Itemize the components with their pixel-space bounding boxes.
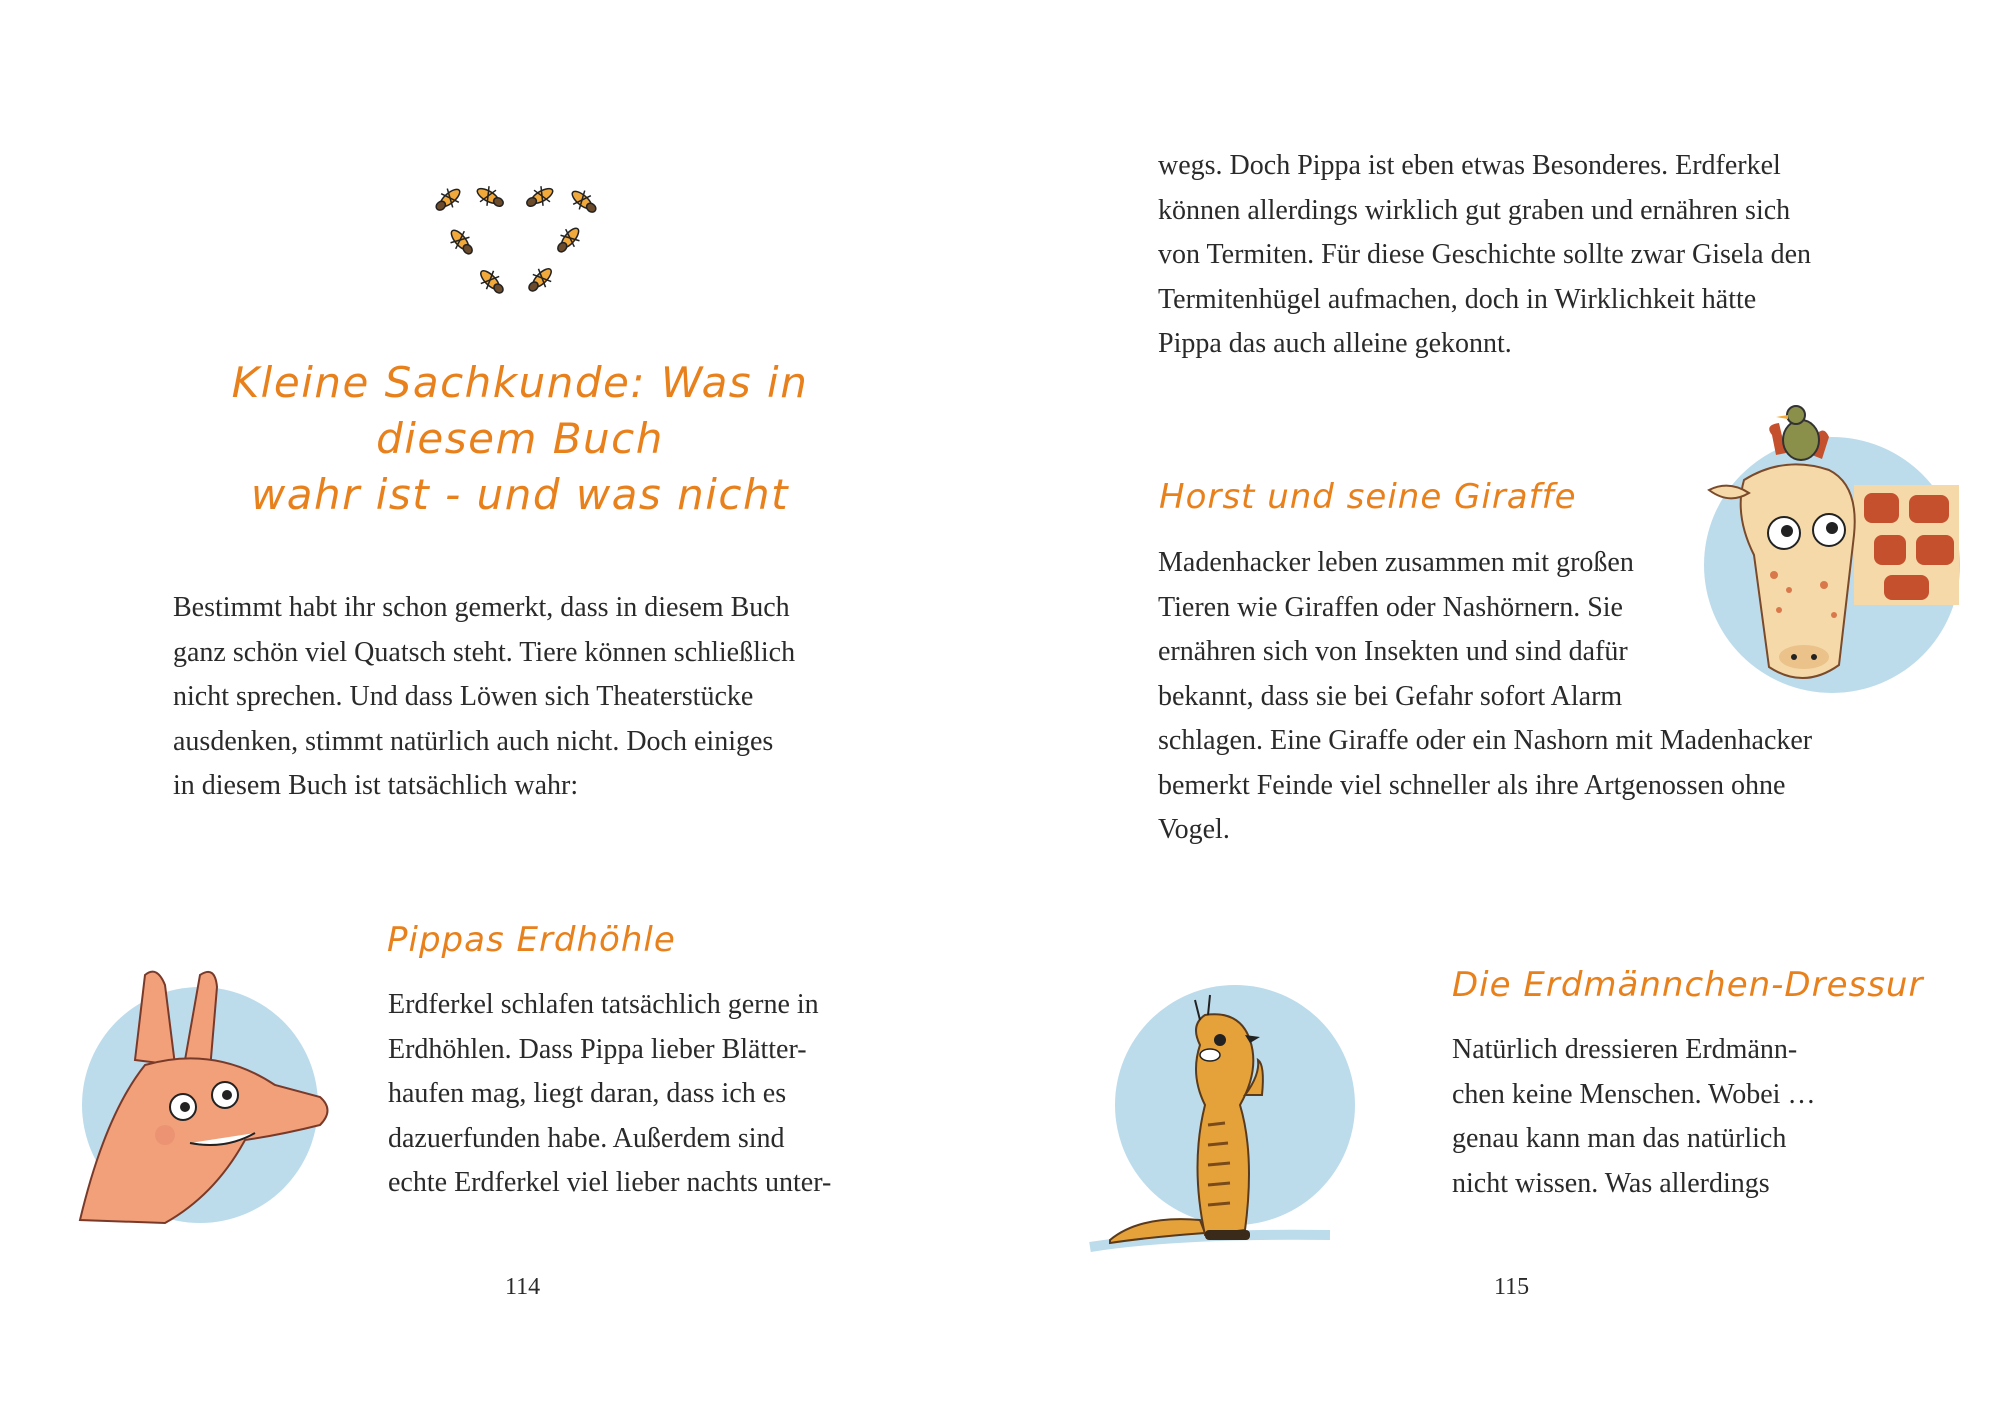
- intro-line: Bestimmt habt ihr schon gemerkt, dass in diesem Buch: [173, 592, 790, 623]
- intro-line: nicht sprechen. Und dass Löwen sich Theaterstücke: [173, 681, 754, 712]
- section3-line: chen keine Menschen. Wobei …: [1452, 1078, 1816, 1110]
- continuation-line: Termitenhügel aufmachen, doch in Wirklichkeit hätte: [1158, 283, 1757, 315]
- intro-line: ausdenken, stimmt natürlich auch nicht. Doch einiges: [173, 725, 774, 757]
- intro-line: ganz schön viel Quatsch steht. Tiere können schließlich: [173, 636, 796, 668]
- page-number: 115: [1494, 1274, 1530, 1300]
- section2-line: bekannt, dass sie bei Gefahr sofort Alarm: [1158, 680, 1623, 712]
- meerkat-illustration: [1080, 985, 1340, 1260]
- section2-line: schlagen. Eine Giraffe oder ein Nashorn mit Madenhacker: [1158, 725, 1813, 756]
- section1-line: Erdhöhlen. Dass Pippa lieber Blätter-: [388, 1033, 807, 1065]
- continuation-line: von Termiten. Für diese Geschichte sollte zwar Gisela den: [1158, 239, 1811, 270]
- continuation-line: Pippa das auch alleine gekonnt.: [1158, 328, 1512, 359]
- section1-line: haufen mag, liegt daran, dass ich es: [388, 1078, 787, 1109]
- section3-line: Natürlich dressieren Erdmänn-: [1452, 1034, 1798, 1065]
- right-page: [1004, 0, 2008, 1417]
- section1-paragraph: [388, 983, 831, 1206]
- section1-line: Erdferkel schlafen tatsächlich gerne in: [388, 989, 819, 1020]
- section-heading-horst-giraffe: Horst und seine Giraffe: [1159, 477, 1577, 517]
- title-line-2: wahr ist - und was nicht: [250, 470, 790, 519]
- title-line-1: Kleine Sachkunde: Was in diesem Buch: [231, 358, 809, 463]
- section2-paragraph: [1158, 541, 1812, 853]
- intro-line: in diesem Buch ist tatsächlich wahr:: [173, 770, 579, 801]
- section1-line: echte Erdferkel viel lieber nachts unter-: [388, 1167, 832, 1198]
- termite-heart-icon: [420, 168, 620, 308]
- section-heading-pippas-erdhoehle: Pippas Erdhöhle: [387, 920, 676, 960]
- section2-line: Vogel.: [1158, 814, 1230, 845]
- section3-paragraph: [1452, 1028, 1815, 1206]
- section2-line: bemerkt Feinde viel schneller als ihre Artgenossen ohne: [1158, 769, 1786, 801]
- section1-line: dazuerfunden habe. Außerdem sind: [388, 1122, 785, 1154]
- intro-paragraph: [173, 586, 795, 809]
- section-heading-erdmaennchen-dressur: Die Erdmännchen-Dressur: [1452, 965, 1924, 1005]
- page-number: 114: [505, 1274, 541, 1300]
- continuation-line: können allerdings wirklich gut graben und ernähren sich: [1158, 194, 1791, 226]
- continuation-line: wegs. Doch Pippa ist eben etwas Besonderes. Erdferkel: [1158, 150, 1781, 181]
- section3-line: genau kann man das natürlich: [1452, 1123, 1787, 1154]
- aardvark-illustration: [65, 965, 335, 1225]
- section3-line: nicht wissen. Was allerdings: [1452, 1167, 1770, 1199]
- page-title: [150, 355, 890, 523]
- section2-line: Tieren wie Giraffen oder Nashörnern. Sie: [1158, 591, 1623, 623]
- section2-line: Madenhacker leben zusammen mit großen: [1158, 547, 1634, 578]
- section2-line: ernähren sich von Insekten und sind dafür: [1158, 636, 1628, 667]
- continuation-paragraph: [1158, 144, 1811, 367]
